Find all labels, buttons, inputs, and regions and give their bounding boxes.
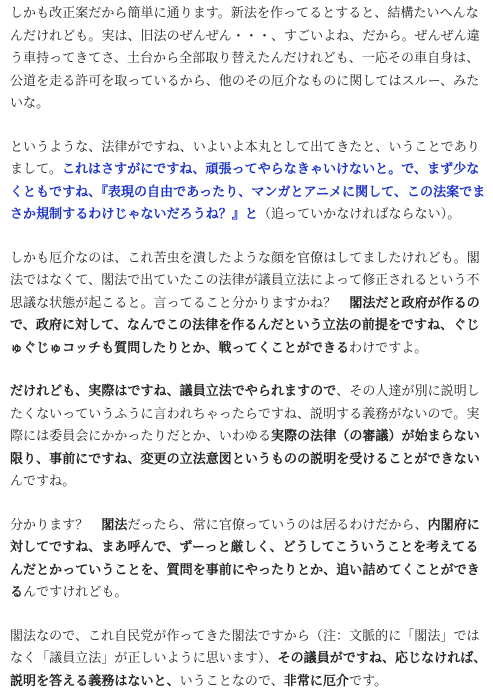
paragraph-4 <box>10 381 487 494</box>
emphasis-blue-text: これはさすがにですね、頑張ってやらなきゃいけないと。で、まず少なくともですね、『表現の自由であったり、マンガとアニメに関して、この法案でまさか規制するわけじゃないだろうね？』と <box>10 162 485 222</box>
paragraph-6 <box>10 626 487 693</box>
bold-text: 閣法 <box>101 518 127 533</box>
bold-text: 閣法だと政府が作るので、政府に対して、なんでこの法律を作るんだという立法の前提をですね、ぐじゅぐじゅコッチも質問したりとか、戦ってくことができる <box>10 296 480 356</box>
text-run: しかも厄介なのは、これ苦虫を潰したような顔を官僚はしてましたけれども。閣法ではなくて、閣法で出ていたこの法律が議員立法によって修正されるという不思議な状態が起こると。言ってること分かりますかね？ <box>10 251 480 311</box>
text-run: いうことなので、 <box>180 674 284 689</box>
text-run: 分かります？ <box>10 518 101 533</box>
paragraph-1 <box>10 3 487 116</box>
bold-text: だけれども、実際はですね、議員立法でやられますので <box>10 384 336 399</box>
text-run: んですけれども。 <box>23 585 127 600</box>
text-run: 、その人達が別に説明したくないっていうふうに言われちゃったらですね、説明する義務がないので。実際には委員会にかかったりだとか、いわゆる <box>10 384 480 444</box>
text-run: んですね。 <box>10 474 75 489</box>
text-run: しかも改正案だから簡単に通ります。新法を作ってるとすると、結構たいへんなんだけれども。実は、旧法のぜんぜん・・・、すごいよね、だから。ぜんぜん違う車持ってきてさ、土台から全部取り替えたんだけれども、一応その車自身は、公道を走る許可を取っているから、他のその厄介なものに関してはスルー、みたいな。 <box>10 6 480 111</box>
paragraph-5 <box>10 515 487 605</box>
paragraph-3 <box>10 248 487 361</box>
bold-text: 内閣府に対してですね、まあ呼んで、ずーっと厳しく、どうしてこういうことを考えてるんだとかっていうことを、質問を事前にやったりとか、追い詰めてくことができる <box>10 518 480 601</box>
text-run: 閣法なので、これ自民党が作ってきた閣法ですから（注：文脈的に「閣法」ではなく「議員立法」が正しいように思います）、 <box>10 629 480 667</box>
text-run: （追っていかなければならない）。 <box>258 207 460 222</box>
text-run: というような、法律がですね、いよいよ本丸として出てきたと、いうことでありまして。 <box>10 140 480 178</box>
bold-text: その議員がですね、応じなければ、説明を答える義務はないと、 <box>10 651 486 689</box>
bold-text: 実際の法律（の審議）が始まらない限り、事前にですね、変更の立法意図というものの説明を受けることができない <box>10 429 480 467</box>
paragraph-2 <box>10 137 487 227</box>
text-run: わけですよ。 <box>349 341 427 356</box>
text-run: です。 <box>349 674 387 689</box>
bold-text: 非常に厄介 <box>284 674 349 689</box>
text-run: だったら、常に官僚っていうのは居るわけだから、 <box>127 518 427 533</box>
